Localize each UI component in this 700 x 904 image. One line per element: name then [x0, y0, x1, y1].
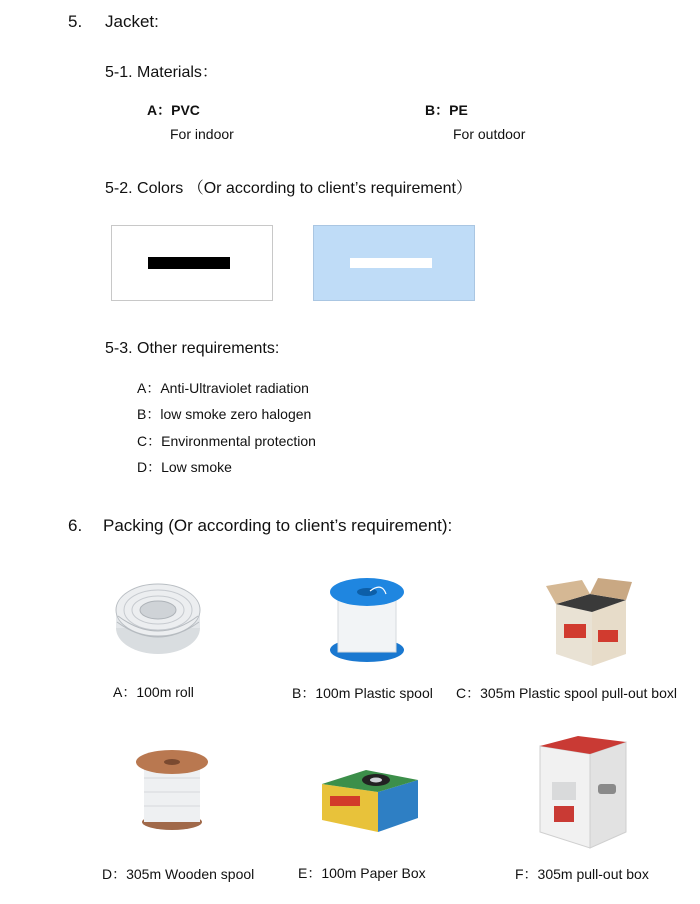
- other-requirements-heading: 5-3. Other requirements:: [105, 340, 280, 357]
- material-b-note: For outdoor: [453, 126, 526, 142]
- packing-label-e: E：100m Paper Box: [298, 865, 426, 881]
- color-swatch-white-stripe: [148, 257, 230, 269]
- section-6-number: 6.: [68, 516, 83, 535]
- section-5-title: Jacket:: [105, 12, 159, 31]
- other-requirement-item: B：low smoke zero halogen: [137, 406, 312, 422]
- pull-out-box-icon: [542, 574, 634, 670]
- plastic-spool-icon: [326, 574, 408, 666]
- color-swatch-blue-stripe: [350, 258, 432, 268]
- pull-out-box-icon: [534, 732, 630, 850]
- cable-roll-icon: [110, 580, 206, 660]
- paper-box-icon: [318, 762, 422, 834]
- wooden-spool-icon: [132, 748, 212, 834]
- materials-heading: 5-1. Materials：: [105, 64, 218, 81]
- other-requirement-item: A：Anti-Ultraviolet radiation: [137, 380, 309, 396]
- colors-heading: 5-2. Colors （Or according to client’s requirement）: [105, 180, 472, 197]
- packing-label-c: C：305m Plastic spool pull-out boxl: [456, 685, 677, 701]
- other-requirement-item: D：Low smoke: [137, 459, 232, 475]
- section-5-number: 5.: [68, 12, 83, 31]
- material-a-note: For indoor: [170, 126, 234, 142]
- packing-label-b: B：100m Plastic spool: [292, 685, 433, 701]
- packing-label-a: A：100m roll: [113, 684, 194, 700]
- material-b-label: B：PE: [425, 102, 468, 118]
- packing-label-f: F：305m pull-out box: [515, 866, 649, 882]
- color-swatch-white: [111, 225, 273, 301]
- packing-label-d: D：305m Wooden spool: [102, 866, 255, 882]
- material-a-label: A：PVC: [147, 102, 200, 118]
- other-requirement-item: C：Environmental protection: [137, 433, 316, 449]
- section-6-title: Packing (Or according to client’s requirement):: [103, 516, 453, 535]
- color-swatch-blue: [313, 225, 475, 301]
